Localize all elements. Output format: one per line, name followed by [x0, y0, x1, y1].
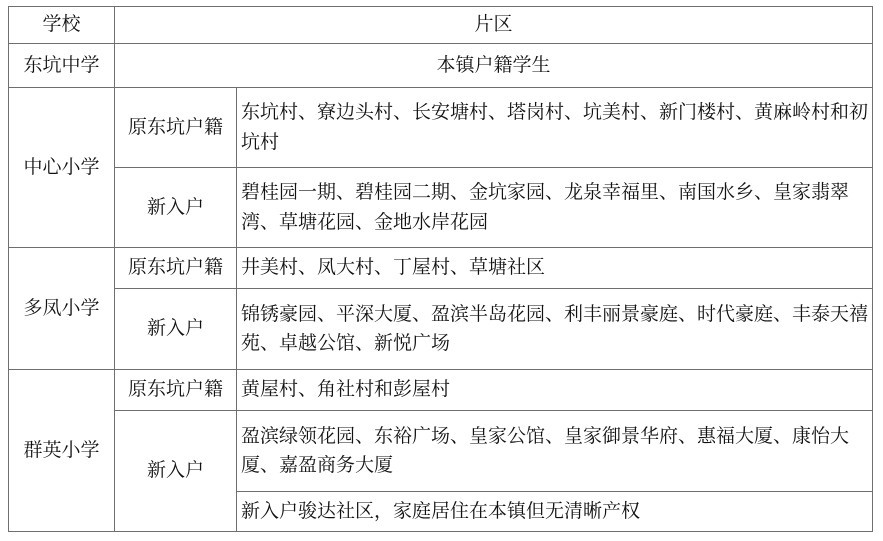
- header-school-cell: 学校: [9, 7, 115, 44]
- school-zone-table-container: [8, 6, 873, 532]
- category-original-zhongxin: 原东坑户籍: [115, 88, 237, 168]
- category-new-duofeng: 新入户: [115, 289, 237, 370]
- table-row: [9, 289, 873, 370]
- school-name-duofeng: 多凤小学: [9, 248, 115, 370]
- school-name-dongkeng-middle: 东坑中学: [9, 44, 115, 88]
- header-row: [9, 7, 873, 44]
- table-row: [9, 88, 873, 168]
- category-new-zhongxin: 新入户: [115, 168, 237, 248]
- category-original-duofeng: 原东坑户籍: [115, 248, 237, 289]
- table-row: [9, 248, 873, 289]
- area-new-qunying-extra: 新入户骏达社区，家庭居住在本镇但无清晰产权: [237, 492, 873, 532]
- school-name-zhongxin: 中心小学: [9, 88, 115, 248]
- area-new-zhongxin: 碧桂园一期、碧桂园二期、金坑家园、龙泉幸福里、南国水乡、皇家翡翠湾、草塘花园、金地水岸花园: [237, 168, 873, 248]
- area-original-duofeng: 井美村、凤大村、丁屋村、草塘社区: [237, 248, 873, 289]
- category-new-qunying: 新入户: [115, 411, 237, 532]
- area-new-duofeng: 锦锈豪园、平深大厦、盈滨半岛花园、利丰丽景豪庭、时代豪庭、丰泰天禧苑、卓越公馆、新悦广场: [237, 289, 873, 370]
- area-original-qunying: 黄屋村、角社村和彭屋村: [237, 370, 873, 411]
- category-original-qunying: 原东坑户籍: [115, 370, 237, 411]
- area-original-zhongxin: 东坑村、寮边头村、长安塘村、塔岗村、坑美村、新门楼村、黄麻岭村和初坑村: [237, 88, 873, 168]
- school-name-qunying: 群英小学: [9, 370, 115, 532]
- table-row: [9, 168, 873, 248]
- area-dongkeng-middle: 本镇户籍学生: [115, 44, 873, 88]
- school-zone-table: [8, 6, 873, 532]
- table-row: [9, 370, 873, 411]
- table-row: [9, 44, 873, 88]
- area-new-qunying: 盈滨绿领花园、东裕广场、皇家公馆、皇家御景华府、惠福大厦、康怡大厦、嘉盈商务大厦: [237, 411, 873, 492]
- header-area-cell: 片区: [115, 7, 873, 44]
- table-row: [9, 411, 873, 492]
